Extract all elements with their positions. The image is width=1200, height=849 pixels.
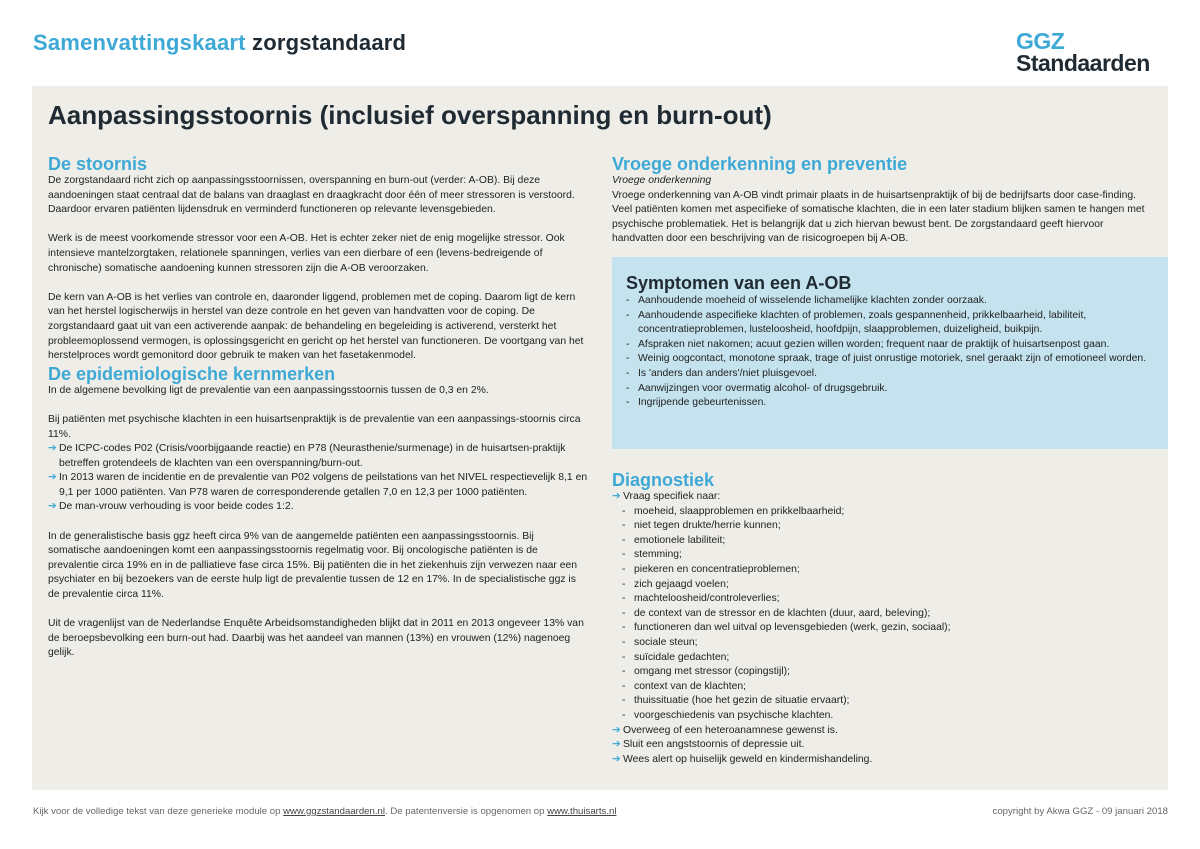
list-item: - Afspraken niet nakomen; acuut gezien willen worden; frequent naar de praktijk of huisartsenpost gaan. <box>626 338 1156 353</box>
arrow-icon: ➔ <box>612 753 621 765</box>
footer-source: Kijk voor de volledige tekst van deze generieke module op www.ggzstandaarden.nl. De patentenversie is opgenomen op www.thuisarts.nl <box>33 806 617 817</box>
list-item: ➔ De man-vrouw verhouding is voor beide codes 1:2. <box>48 500 588 515</box>
list-item: - functioneren dan wel uitval op levensgebieden (werk, gezin, sociaal); <box>622 621 1162 636</box>
ggzstandaarden-link[interactable]: www.ggzstandaarden.nl <box>283 806 385 817</box>
list-item: - sociale steun; <box>622 636 1162 651</box>
ggz-standaarden-logo <box>1016 30 1168 74</box>
stoornis-paragraph-3: De kern van A-OB is het verlies van controle en, daaronder liggend, problemen met de coping. Daarom ligt de kern van het herstel logischerwijs in herstel van deze controle en het geven van handvatten voor de coping. De zorgstandaard gaat uit van een activerende aanpak: de behandeling en begeleiding is activerend, versterkt het probleemoplossend vermogen, is oplossingsgericht en gericht op het herstel van functioneren. De voortgang van het herstelproces wordt gemonitord door gebruik te maken van het fasetakenmodel. <box>48 291 584 362</box>
stoornis-paragraph-1: De zorgstandaard richt zich op aanpassingsstoornissen, overspanning en burn-out (verder: A-OB). Bij deze aandoeningen staat centraal dat de balans van draaglast en draagkracht door één of meer stressoren is verstoord. Daardoor ervaren patiënten lijdensdruk en verminderd functioneren op relevante levensgebieden. <box>48 175 575 216</box>
page-title: Aanpassingsstoornis (inclusief overspanning en burn-out) <box>48 100 772 130</box>
logo-line1: GGZ <box>1016 28 1065 54</box>
diagnostiek-heading: Diagnostiek <box>612 470 715 490</box>
stoornis-paragraph-2: Werk is de meest voorkomende stressor voor een A-OB. Het is echter zeker niet de enig mogelijke stressor. Ook intensieve mantelzorgtaken, relationele spanningen, verlies van een dierbare of een (levens-bedreigende of chronische) somatische aandoening kunnen stressoren zijn die A-OB veroorzaken. <box>48 233 565 274</box>
list-item: ➔ Sluit een angststoornis of depressie uit. <box>612 738 1162 753</box>
list-item: - de context van de stressor en de klachten (duur, aard, beleving); <box>622 607 1162 622</box>
preventie-section <box>612 154 1157 247</box>
list-item: ➔ Overweeg of een heteroanamnese gewenst is. <box>612 724 1162 739</box>
list-item: ➔ Wees alert op huiselijk geweld en kindermishandeling. <box>612 753 1162 768</box>
symptomen-heading: Symptomen van een A-OB <box>626 273 852 293</box>
list-item: - Ingrijpende gebeurtenissen. <box>626 396 1156 411</box>
list-item: - emotionele labiliteit; <box>622 534 1162 549</box>
preventie-heading: Vroege onderkenning en preventie <box>612 154 908 174</box>
diagnostiek-section <box>612 470 1162 767</box>
arrow-icon: ➔ <box>48 443 57 455</box>
list-item: ➔ In 2013 waren de incidentie en de prevalentie van P02 volgens de peilstations van het NIVEL respectievelijk 8,1 en 9,1 per 1000 patiënten. Van P78 waren de corresponderende getallen 7,0 en 12,3 per 1000 patiënten. <box>48 472 588 498</box>
list-item: - moeheid, slaapproblemen en prikkelbaarheid; <box>622 505 1162 520</box>
stoornis-heading: De stoornis <box>48 154 148 174</box>
list-item: - Is 'anders dan anders'/niet pluisgevoel. <box>626 367 1156 382</box>
header-title <box>33 30 406 56</box>
diagnostiek-intro-list <box>612 490 1162 505</box>
symptomen-section <box>626 272 1156 411</box>
thuisarts-link[interactable]: www.thuisarts.nl <box>547 806 617 817</box>
list-item: - suïcidale gedachten; <box>622 651 1162 666</box>
list-item: - voorgeschiedenis van psychische klachten. <box>622 709 1162 724</box>
diagnostiek-list <box>612 505 1162 724</box>
arrow-icon: ➔ <box>612 491 621 502</box>
list-item: - Aanwijzingen voor overmatig alcohol- of drugsgebruik. <box>626 382 1156 397</box>
preventie-paragraph: Vroege onderkenning van A-OB vindt primair plaats in de huisartsenpraktijk of bij de bedrijfsarts door case-finding. Veel patiënten komen met aspecifieke of somatische klachten, die in een later stadium blijken samen te hangen met psychische problematiek. Het is belangrijk dat u zich hiervan bewust bent. De zorgstandaard geeft hiervoor handvatten door een beschrijving van de risicogroepen bij A-OB. <box>612 189 1145 245</box>
list-item: - context van de klachten; <box>622 680 1162 695</box>
arrow-icon: ➔ <box>612 739 621 751</box>
epidemiologie-bullets <box>48 442 588 515</box>
epidemiologie-heading: De epidemiologische kernmerken <box>48 363 336 384</box>
logo-line2: Standaarden <box>1016 50 1150 76</box>
arrow-icon: ➔ <box>612 724 621 736</box>
epidemiologie-paragraph-1: In de algemene bevolking ligt de prevalentie van een aanpassingsstoornis tussen de 0,3 en 2%. <box>48 384 489 396</box>
list-item: - niet tegen drukte/herrie kunnen; <box>622 519 1162 534</box>
symptomen-list <box>626 294 1156 411</box>
header-title-part1: Samenvattingskaart <box>33 30 246 55</box>
list-item: - machteloosheid/controleverlies; <box>622 592 1162 607</box>
left-column <box>48 154 588 661</box>
epidemiologie-paragraph-2: Bij patiënten met psychische klachten in een huisartsenpraktijk is de prevalentie van een aanpassings-stoornis circa 11%. <box>48 413 581 440</box>
arrow-icon: ➔ <box>48 501 57 513</box>
list-item: - Aanhoudende aspecifieke klachten of problemen, zoals gespannenheid, prikkelbaarheid, labiliteit, concentratieproblemen, lusteloosheid, hoofdpijn, slaapproblemen, duizeligheid, buikpijn. <box>626 309 1156 338</box>
arrow-icon: ➔ <box>48 472 57 484</box>
list-item: - zich gejaagd voelen; <box>622 578 1162 593</box>
epidemiologie-paragraph-3: In de generalistische basis ggz heeft circa 9% van de aangemelde patiënten een aanpassingsstoornis. Bij somatische aandoeningen komt een aanpassingsstoornis regelmatig voor. Bij oncologische patiënten is de prevalentie circa 19% en in de palliatieve fase circa 15%. Bij patiënten die in het ziekenhuis zijn verwezen naar een psychiater en bij bezoekers van de eerste hulp ligt de prevalentie tussen de 12 en 17%. In de specialistische ggz is de prevalentie circa 11%. <box>48 530 578 601</box>
list-item: - piekeren en concentratieproblemen; <box>622 563 1162 578</box>
footer-copyright: copyright by Akwa GGZ - 09 januari 2018 <box>992 806 1168 817</box>
list-item: - omgang met stressor (copingstijl); <box>622 665 1162 680</box>
list-item: - Weinig oogcontact, monotone spraak, trage of juist onrustige motoriek, snel geraakt zijn of emotioneel worden. <box>626 352 1156 367</box>
preventie-subheading: Vroege onderkenning <box>612 175 712 186</box>
list-item: - thuissituatie (hoe het gezin de situatie ervaart); <box>622 694 1162 709</box>
epidemiologie-paragraph-4: Uit de vragenlijst van de Nederlandse Enquête Arbeidsomstandigheden blijkt dat in 2011 en 2013 ongeveer 13% van de beroepsbevolking een burn-out had. Daarbij was het aandeel van mannen (13%) en vrouwen (12%) nagenoeg gelijk. <box>48 618 584 659</box>
list-item: ➔ De ICPC-codes P02 (Crisis/voorbijgaande reactie) en P78 (Neurasthenie/surmenage) in de huisartsen-praktijk betreffen grotendeels de klachten van een overspanning/burn-out. <box>48 443 566 469</box>
list-item: - stemming; <box>622 548 1162 563</box>
diagnostiek-actions <box>612 724 1162 768</box>
list-item: ➔ Vraag specifiek naar: <box>612 490 1162 505</box>
list-item: - Aanhoudende moeheid of wisselende lichamelijke klachten zonder oorzaak. <box>626 294 1156 309</box>
header-title-part2: zorgstandaard <box>252 30 407 55</box>
